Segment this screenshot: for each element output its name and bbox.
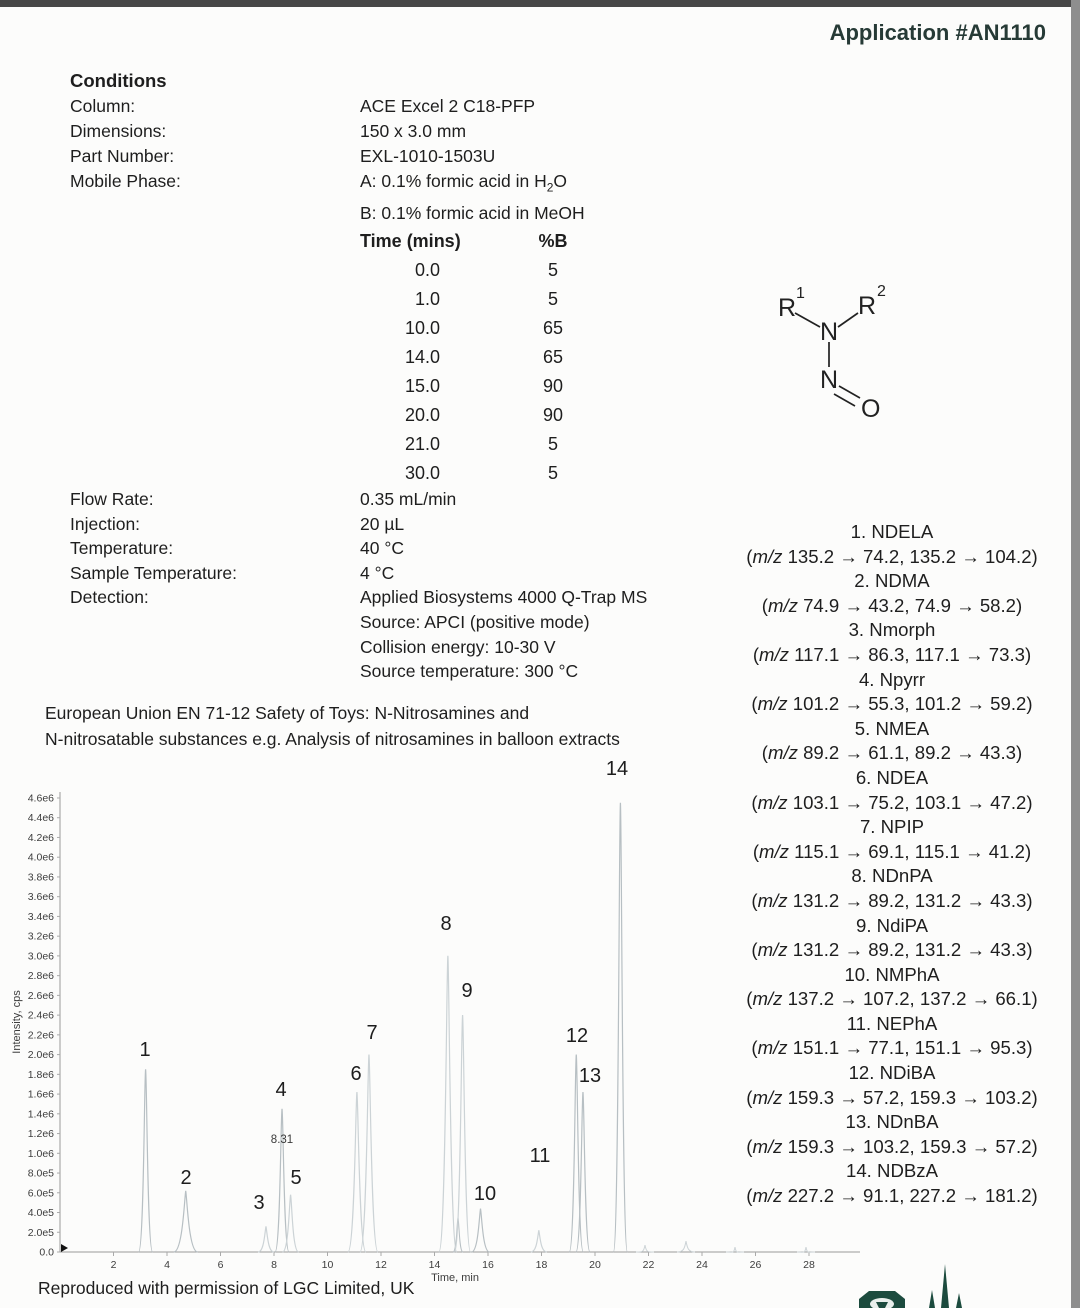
compound-transitions: (m/z 115.1 → 69.1, 115.1 → 41.2) [752,840,1032,862]
method-parameters [70,487,647,684]
gradient-time: 15.0 [404,376,440,396]
y-tick-label: 1.6e6 [27,1088,54,1101]
parameter-value: 0.35 mL/min [360,489,457,509]
gradient-percentb: 90 [542,405,564,425]
y-tick-label: 8.0e5 [27,1167,54,1180]
condition-row [70,94,585,119]
compound-transitions: (m/z 74.9 → 43.2, 74.9 → 58.2) [761,594,1023,616]
origin-marker [61,1244,68,1252]
parameter-row [70,585,647,610]
gradient-header [360,227,583,256]
baseline-noise [636,1245,654,1252]
peak-trace-10 [472,1209,490,1252]
gradient-time: 10.0 [404,318,440,338]
peak-trace-11 [531,1230,547,1252]
x-tick-label: 22 [642,1259,655,1271]
compound-transitions: (m/z 159.3 → 103.2, 159.3 → 57.2) [746,1135,1038,1157]
gradient-row [360,401,583,430]
application-title [45,701,735,752]
compound-transitions: (m/z 131.2 → 89.2, 131.2 → 43.3) [751,889,1033,911]
condition-label: Part Number: [70,146,175,166]
compound-name: 6. NDEA [855,766,929,788]
partial-logo [845,1258,995,1308]
parameter-value: Collision energy: 10-30 V [360,636,556,657]
gradient-percentb: 65 [542,318,564,338]
peak-label-10: 10 [473,1183,497,1205]
peak-trace-4 [275,1109,289,1252]
peak-trace-14 [613,803,627,1252]
application-title-line1: European Union EN 71-12 Safety of Toys: N-Nitrosamines and [45,703,530,723]
baseline-noise [677,1241,695,1252]
y-tick-label: 4.2e6 [27,831,54,844]
r2-atom: R [858,292,877,320]
x-tick-label: 14 [428,1259,441,1271]
peak-label-6: 6 [350,1063,362,1085]
y-axis-title: Intensity, cps [11,990,23,1054]
y-tick-label: 4.4e6 [27,812,54,825]
y-tick-label: 3.8e6 [27,871,54,884]
gradient-time: 14.0 [404,347,440,367]
condition-value: 150 x 3.0 mm [360,121,467,141]
permission-credit: Reproduced with permission of LGC Limited, UK [38,1278,415,1298]
compound-transitions: (m/z 159.3 → 57.2, 159.3 → 103.2) [746,1086,1038,1108]
mobile-phase-b: B: 0.1% formic acid in MeOH [360,202,585,223]
condition-row [70,119,585,144]
parameter-label: Injection: [70,513,141,534]
parameter-row [70,512,647,537]
parameter-row [70,610,647,635]
y-tick-label: 2.2e6 [27,1029,54,1042]
x-tick-label: 12 [375,1259,387,1271]
gradient-time: 30.0 [404,463,440,483]
logo-spire-right [956,1293,962,1308]
compound-name: 12. NDiBA [848,1062,936,1084]
compound-transitions: (m/z 227.2 → 91.1, 227.2 → 181.2) [746,1185,1038,1207]
peak-trace-1 [139,1069,153,1252]
x-axis-title: Time, min [431,1272,479,1284]
gradient-time: 20.0 [404,405,440,425]
gradient-percentb: 5 [547,463,558,483]
photo-top-edge [0,0,1080,7]
conditions-rows [70,94,585,169]
condition-label: Column: [70,96,136,116]
y-tick-label: 2.4e6 [27,1009,54,1022]
peak-label-2: 2 [180,1167,192,1189]
parameter-row [70,487,647,512]
parameter-label: Detection: [70,587,149,608]
nitrosamine-structure [770,280,905,425]
retention-time-annotation: 8.31 [270,1134,294,1146]
peak-trace-7 [360,1055,378,1252]
application-number: #AN1110 [955,20,1046,45]
parameter-value: Applied Biosystems 4000 Q-Trap MS [360,587,648,608]
peak-label-11: 11 [529,1145,551,1167]
r2-superscript: 2 [877,283,886,300]
parameter-row [70,659,647,684]
gradient-percentb-header: %B [538,231,568,251]
compound-transitions: (m/z 135.2 → 74.2, 135.2 → 104.2) [746,545,1038,567]
compound-transitions: (m/z 151.1 → 77.1, 151.1 → 95.3) [751,1037,1033,1059]
mobile-phase-a: A: 0.1% formic acid in $H_2O$ [360,171,568,195]
y-tick-label: 2.8e6 [27,970,54,983]
x-tick-label: 8 [271,1259,277,1271]
chromatogram-svg [0,750,1080,1295]
r1-atom: R [778,294,797,322]
compound-transitions: (m/z 137.2 → 107.2, 137.2 → 66.1) [746,988,1038,1010]
compound-name: 8. NDnPA [851,865,933,887]
gradient-time-header: Time (mins) [360,231,461,251]
peak-label-3: 3 [253,1192,265,1214]
application-label: Application [829,20,956,45]
compound-transitions: (m/z 89.2 → 61.1, 89.2 → 43.3) [761,742,1023,764]
o-atom: O [861,395,881,423]
compound-transitions: (m/z 101.2 → 55.3, 101.2 → 59.2) [751,693,1033,715]
y-tick-label: 3.2e6 [27,930,54,943]
y-tick-label: 3.6e6 [27,891,54,904]
mobile-phase-row [70,169,585,201]
peak-label-7: 7 [366,1022,378,1044]
n-top-atom: N [820,318,839,346]
gradient-time: 1.0 [414,289,440,309]
y-tick-label: 2.6e6 [27,989,54,1002]
application-number-header [830,20,1046,46]
parameter-row [70,561,647,586]
gradient-row [360,285,583,314]
gradient-percentb: 5 [547,260,558,280]
x-tick-label: 18 [535,1259,548,1271]
peak-label-8: 8 [440,913,452,935]
compound-name: 7. NPIP [859,816,925,838]
parameter-value: 4 °C [360,562,395,583]
mobile-phase-label: Mobile Phase: [70,171,181,191]
peak-trace-9 [455,1015,471,1252]
peak-label-12: 12 [565,1025,589,1047]
peak-trace-8 [439,956,457,1252]
y-tick-label: 1.0e6 [27,1147,54,1160]
x-tick-label: 6 [217,1259,224,1271]
gradient-row [360,459,583,488]
y-tick-label: 4.0e5 [27,1207,54,1220]
y-tick-label: 2.0e6 [27,1049,54,1062]
gradient-row [360,314,583,343]
compound-name: 5. NMEA [854,717,930,739]
parameter-label: Temperature: [70,538,174,559]
peak-label-9: 9 [461,980,473,1002]
peak-trace-3 [258,1226,274,1252]
gradient-row [360,430,583,459]
compound-name: 1. NDELA [850,521,934,542]
condition-value: ACE Excel 2 C18-PFP [360,96,536,116]
y-tick-label: 3.4e6 [27,910,54,923]
parameter-label [70,635,360,660]
compound-transitions: (m/z 117.1 → 86.3, 117.1 → 73.3) [752,643,1032,665]
gradient-time: 21.0 [404,434,440,454]
logo-spire-left [929,1290,935,1308]
gradient-row [360,372,583,401]
compound-entry [718,569,1066,618]
compound-name: 3. Nmorph [848,619,936,641]
conditions-title: Conditions [70,70,167,91]
compound-entry [718,520,1066,569]
y-tick-label: 1.8e6 [27,1068,54,1081]
compound-name: 9. NdiPA [856,914,928,936]
peak-label-4: 4 [275,1079,287,1101]
compound-entry [718,668,1066,717]
peak-label-13: 13 [578,1065,602,1087]
gradient-time: 0.0 [414,260,440,280]
x-tick-label: 4 [164,1259,170,1271]
condition-row [70,144,585,169]
y-tick-label: 4.6e6 [27,792,54,805]
y-tick-label: 1.4e6 [27,1108,54,1121]
parameter-label: Flow Rate: [70,489,154,509]
n-bottom-atom: N [820,366,839,394]
gradient-table [360,227,583,488]
y-tick-label: 3.0e6 [27,950,54,963]
parameter-label: Sample Temperature: [70,562,237,583]
gradient-percentb: 90 [542,376,564,396]
compound-name: 10. NMPhA [844,963,940,985]
parameter-value: Source temperature: 300 °C [360,661,579,682]
compound-name: 14. NDBzA [846,1160,938,1182]
gradient-rows [360,256,583,488]
peak-trace-2 [174,1191,198,1252]
x-tick-label: 2 [110,1259,117,1271]
y-tick-label: 1.2e6 [27,1128,54,1141]
x-tick-label: 20 [589,1259,601,1271]
y-tick-label: 4.0e6 [27,851,54,864]
x-tick-label: 24 [696,1259,708,1271]
logo-spire-main [941,1264,949,1308]
compound-transitions: (m/z 103.1 → 75.2, 103.1 → 47.2) [751,791,1033,813]
y-tick-label: 2.0e5 [27,1226,54,1239]
r1-superscript: 1 [796,285,805,302]
parameter-label [70,610,360,635]
parameter-value: Source: APCI (positive mode) [360,611,590,632]
compound-name: 2. NDMA [854,570,930,592]
parameter-value: 40 °C [360,538,404,559]
compound-name: 11. NEPhA [846,1012,938,1034]
x-tick-label: 10 [321,1259,334,1271]
gradient-row [360,256,583,285]
x-tick-label: 16 [482,1259,494,1271]
gradient-percentb: 65 [542,347,564,367]
compound-transitions: (m/z 131.2 → 89.2, 131.2 → 43.3) [751,939,1033,961]
conditions-section [70,68,585,226]
y-tick-label: 6.0e5 [27,1187,54,1200]
application-title-line2: N-nitrosatable substances e.g. Analysis of nitrosamines in balloon extracts [45,728,620,749]
gradient-row [360,343,583,372]
condition-value: EXL-1010-1503U [360,146,496,166]
parameter-row [70,635,647,660]
compound-entry [718,618,1066,667]
peak-label-1: 1 [139,1039,151,1061]
peak-label-14: 14 [605,758,629,780]
peak-label-5: 5 [290,1167,302,1189]
parameter-label [70,659,360,684]
parameter-row [70,536,647,561]
mobile-phase-b-row [70,201,585,226]
compound-name: 4. Npyrr [858,668,926,690]
y-tick-label: 0.0 [39,1246,54,1259]
gradient-percentb: 5 [547,289,558,309]
x-tick-label: 28 [803,1259,815,1271]
x-tick-label: 26 [749,1259,762,1271]
parameter-value: 20 µL [360,513,405,534]
compound-name: 13. NDnBA [845,1111,939,1133]
condition-label: Dimensions: [70,121,167,141]
gradient-percentb: 5 [547,434,558,454]
